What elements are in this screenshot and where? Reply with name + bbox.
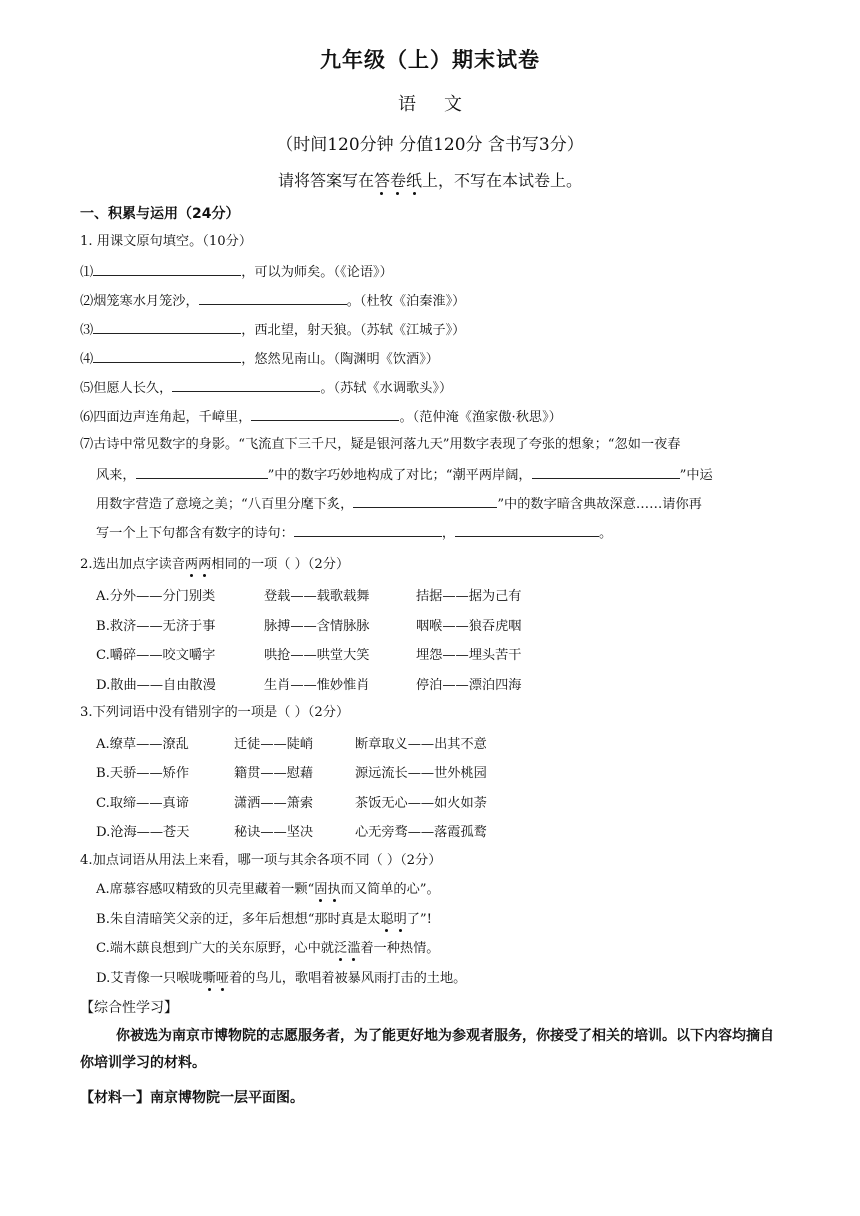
- q3-option-b-3: 源远流长——世外桃园: [355, 766, 487, 781]
- q3-option-d-2: 秘诀——坚决: [234, 825, 314, 840]
- q2-option-a-3: 拮据——据为己有: [416, 589, 522, 604]
- item-text: ，悠然见南山。（陶渊明《饮酒》）: [241, 352, 439, 367]
- item-text: 风来，: [96, 468, 136, 483]
- item-text: 。（杜牧《泊秦淮》）: [346, 294, 466, 309]
- q3-option-a-3: 断章取义——出其不意: [355, 737, 487, 752]
- item-text: ”中运: [679, 468, 713, 483]
- q2-option-c-2: 哄抢——哄堂大笑: [264, 648, 370, 663]
- exam-subject: 语文: [398, 94, 490, 115]
- option-dotted: [203, 971, 229, 986]
- item-text: 。（苏轼《水调歌头》）: [320, 381, 453, 396]
- q1-item-2: [80, 290, 465, 312]
- q1-item-4: [80, 348, 439, 370]
- q1-item-7-line4: [96, 522, 612, 544]
- item-num: ⑴: [80, 265, 94, 280]
- item-text: 但愿人长久，: [93, 381, 173, 396]
- answer-blank[interactable]: [93, 348, 241, 363]
- q3-option-a-2: 迁徒——陡峭: [234, 737, 314, 752]
- item-num: ⑶: [80, 323, 94, 338]
- q2-option-d-1: D.散曲——自由散漫: [96, 678, 216, 693]
- item-text: 。: [599, 526, 613, 541]
- stem-dotted: [185, 557, 211, 572]
- item-text: 用数字营造了意境之美；“八百里分麾下炙，: [96, 497, 354, 512]
- item-text: ，: [441, 526, 455, 541]
- q3-option-d-3: 心无旁骛——落霞孤鹜: [355, 825, 487, 840]
- emphasis-char: 执: [327, 882, 341, 897]
- item-text: 四面边声连角起，千嶂里，: [93, 410, 252, 425]
- emphasis-char: 固: [314, 882, 328, 897]
- option-text: A.席慕容感叹精致的贝壳里藏着一颗“: [96, 882, 315, 897]
- q1-item-5: [80, 377, 452, 399]
- instruction-dotted: [374, 171, 422, 190]
- q3-option-c-3: 茶饭无心——如火如荼: [355, 796, 487, 811]
- option-text: 而又简单的心”。: [340, 882, 440, 897]
- item-num: ⑹: [80, 410, 94, 425]
- emphasis-char: 纸: [406, 171, 423, 190]
- integrated-paragraph: 你被选为南京市博物院的志愿服务者，为了能更好地为参观者服务，你接受了相关的培训。以下内容均摘自你培训学习的材料。: [80, 1028, 774, 1071]
- emphasis-char: 两: [198, 557, 212, 572]
- exam-instruction: [0, 168, 860, 191]
- answer-blank[interactable]: [294, 522, 442, 537]
- answer-blank[interactable]: [136, 464, 268, 479]
- option-text: D.艾青像一只喉咙: [96, 971, 203, 986]
- item-text: ，西北望，射天狼。（苏轼《江城子》）: [241, 323, 466, 338]
- option-text: B.朱自清暗笑父亲的迂，多年后想想“那时真是太: [96, 912, 381, 927]
- q1-item-7-line1: ⑺古诗中常见数字的身影。“飞流直下三千尺，疑是银河落九天”用数字表现了夸张的想象；“忽如一夜春: [80, 437, 681, 452]
- option-dotted: [314, 882, 340, 897]
- q3-option-c-1: C.取缔——真谛: [96, 796, 189, 811]
- option-dotted: [380, 912, 406, 927]
- option-text: 着一种热情。: [360, 941, 440, 956]
- q2-option-c-1: C.嚼碎——咬文嚼字: [96, 648, 216, 663]
- q3-stem: 3.下列词语中没有错别字的一项是（ ）（2分）: [80, 705, 350, 720]
- q1-item-7-line2: [96, 464, 713, 486]
- q4-option-c: [96, 939, 440, 959]
- q2-option-b-2: 脉搏——含情脉脉: [264, 619, 370, 634]
- answer-blank[interactable]: [172, 377, 320, 392]
- stem-text: 相同的一项（ ）（2分）: [211, 557, 350, 572]
- q4-stem: 4.加点词语从用法上来看，哪一项与其余各项不同（ ）（2分）: [80, 853, 442, 868]
- exam-title: 九年级（上）期末试卷: [320, 48, 540, 72]
- item-text: 。（范仲淹《渔家傲·秋思》）: [399, 410, 562, 425]
- item-text: ”中的数字暗含典故深意……请你再: [497, 497, 702, 512]
- answer-blank[interactable]: [353, 493, 497, 508]
- q2-option-c-3: 埋怨——埋头苦干: [416, 648, 522, 663]
- item-text: 烟笼寒水月笼沙，: [93, 294, 199, 309]
- answer-blank[interactable]: [455, 522, 599, 537]
- material-one-heading: 【材料一】南京博物院一层平面图。: [80, 1090, 304, 1106]
- q3-option-b-1: B.天骄——矫作: [96, 766, 190, 781]
- option-text: 了”!: [406, 912, 432, 927]
- emphasis-char: 答: [373, 171, 390, 190]
- emphasis-char: 两: [184, 557, 199, 572]
- answer-blank[interactable]: [93, 261, 241, 276]
- stem-text: 2.选出加点字读音: [80, 557, 185, 572]
- item-text: ，可以为师矣。（《论语》）: [241, 265, 393, 280]
- q2-option-a-2: 登载——载歌载舞: [264, 589, 370, 604]
- instruction-post: 上，不写在本试卷上。: [422, 171, 583, 190]
- q1-stem: 1. 用课文原句填空。（10分）: [80, 234, 253, 249]
- option-text: 着的鸟儿，歌唱着被暴风雨打击的土地。: [228, 971, 467, 986]
- item-text: 写一个上下句都含有数字的诗句：: [96, 526, 294, 541]
- section-heading: 一、积累与运用（24分）: [80, 206, 240, 222]
- emphasis-char: 明: [393, 912, 407, 927]
- instruction-pre: 请将答案写在: [277, 171, 374, 190]
- q1-item-7-line3: [96, 493, 702, 515]
- item-num: ⑸: [80, 381, 94, 396]
- emphasis-char: 滥: [347, 941, 361, 956]
- q2-stem: [80, 555, 349, 575]
- answer-blank[interactable]: [251, 406, 399, 421]
- q1-item-1: [80, 261, 393, 283]
- exam-time-info: （时间120分钟 分值120分 含书写3分）: [276, 135, 584, 155]
- option-text: C.端木蕻良想到广大的关东原野，心中就: [96, 941, 334, 956]
- answer-blank[interactable]: [532, 464, 680, 479]
- q1-item-6: [80, 406, 562, 428]
- q2-option-b-1: B.救济——无济于事: [96, 619, 216, 634]
- answer-blank[interactable]: [199, 290, 347, 305]
- option-dotted: [334, 941, 360, 956]
- q4-option-d: [96, 969, 466, 989]
- q4-option-b: [96, 910, 432, 930]
- q3-option-b-2: 籍贯——慰藉: [234, 766, 314, 781]
- q2-option-d-2: 生肖——惟妙惟肖: [264, 678, 370, 693]
- q2-option-d-3: 停泊——漂泊四海: [416, 678, 522, 693]
- q3-option-a-1: A.缭草——潦乱: [96, 737, 189, 752]
- answer-blank[interactable]: [93, 319, 241, 334]
- item-num: ⑵: [80, 294, 94, 309]
- emphasis-char: 哑: [215, 971, 229, 986]
- q1-item-3: [80, 319, 465, 341]
- item-num: ⑷: [80, 352, 94, 367]
- q3-option-d-1: D.沧海——苍天: [96, 825, 190, 840]
- q4-option-a: [96, 880, 440, 900]
- emphasis-char: 嘶: [202, 971, 216, 986]
- integrated-heading: 【综合性学习】: [80, 1000, 178, 1016]
- q2-option-b-3: 咽喉——狼吞虎咽: [416, 619, 522, 634]
- emphasis-char: 泛: [334, 941, 348, 956]
- emphasis-char: 卷: [389, 171, 406, 190]
- q2-option-a-1: A.分外——分门别类: [96, 589, 216, 604]
- emphasis-char: 聪: [380, 912, 394, 927]
- item-text: ”中的数字巧妙地构成了对比；“潮平两岸阔，: [267, 468, 532, 483]
- q3-option-c-2: 潇洒——箫索: [234, 796, 314, 811]
